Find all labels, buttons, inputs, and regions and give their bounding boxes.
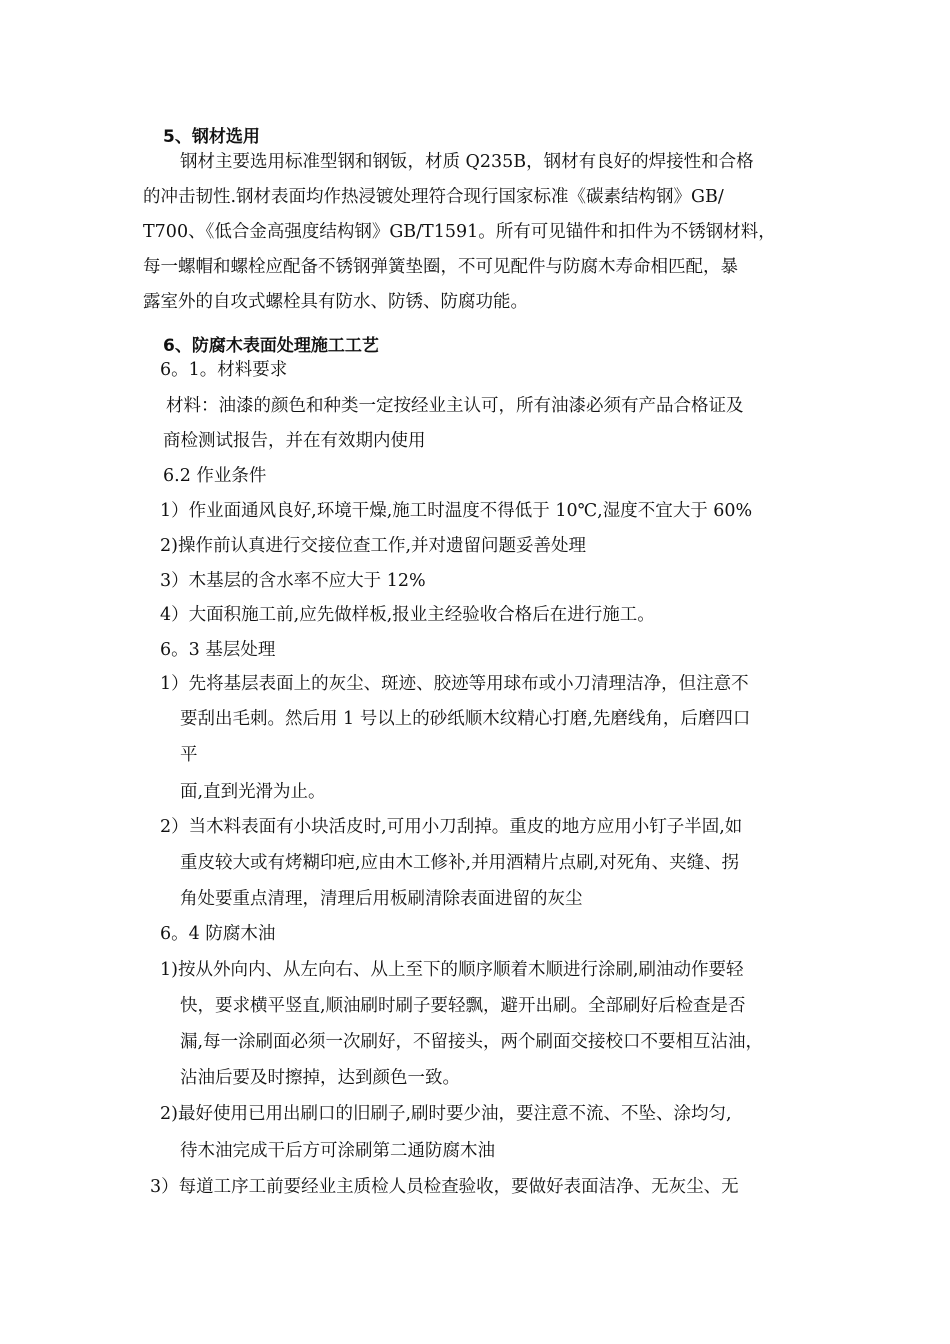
subsection-6-2-item-2: 2)操作前认真进行交接位查工作,并对遗留问题妥善处理: [160, 536, 587, 556]
subsection-6-4-line-1: 1)按从外向内、从左向右、从上至下的顺序顺着木顺进行涂刷,刷油动作要轻: [160, 960, 744, 980]
subsection-6-4-line-6: 待木油完成干后方可涂刷第二通防腐木油: [180, 1141, 495, 1161]
subsection-6-3-line-4: 面,直到光滑为止。: [180, 782, 326, 802]
section-6-heading: 6、防腐木表面处理施工工艺: [163, 336, 379, 356]
subsection-6-2-item-4: 4）大面积施工前,应先做样板,报业主经验收合格后在进行施工。: [160, 605, 655, 625]
subsection-6-2-item-3: 3）木基层的含水率不应大于 12%: [160, 571, 426, 591]
subsection-6-2-item-1: 1）作业面通风良好,环境干燥,施工时温度不得低于 10℃,湿度不宜大于 60%: [160, 501, 753, 521]
subsection-6-2-title: 6.2 作业条件: [163, 466, 267, 486]
subsection-6-3-line-2: 要刮出毛刺。然后用 1 号以上的砂纸顺木纹精心打磨,先磨线角，后磨四口: [180, 709, 751, 729]
subsection-6-3-line-7: 角处要重点清理，清理后用板刷清除表面进留的灰尘: [180, 889, 583, 909]
section-5-line-2: 的冲击韧性.钢材表面均作热浸镀处理符合现行国家标准《碳素结构钢》GB/: [143, 187, 724, 207]
section-5-heading: 5、钢材选用: [163, 127, 260, 147]
subsection-6-4-line-7: 3）每道工序工前要经业主质检人员检查验收，要做好表面洁净、无灰尘、无: [150, 1177, 739, 1197]
subsection-6-4-line-5: 2)最好使用已用出刷口的旧刷子,刷时要少油，要注意不流、不坠、涂均匀,: [160, 1104, 732, 1124]
subsection-6-3-line-3: 平: [180, 745, 198, 765]
subsection-6-1-line-1: 材料：油漆的颜色和种类一定按经业主认可，所有油漆必须有产品合格证及: [166, 396, 744, 416]
section-5-line-5: 露室外的自攻式螺栓具有防水、防锈、防腐功能。: [143, 292, 528, 312]
subsection-6-4-title: 6。4 防腐木油: [160, 924, 276, 944]
subsection-6-1-title: 6。1。材料要求: [160, 360, 288, 380]
subsection-6-3-title: 6。3 基层处理: [160, 640, 276, 660]
section-5-line-3: T700、《低合金高强度结构钢》GB/T1591。所有可见锚件和扣件为不锈钢材料，: [143, 222, 776, 242]
subsection-6-4-line-4: 沾油后要及时擦掉，达到颜色一致。: [180, 1068, 460, 1088]
subsection-6-3-line-1: 1）先将基层表面上的灰尘、斑迹、胶迹等用球布或小刀清理洁净，但注意不: [160, 674, 749, 694]
subsection-6-1-line-2: 商检测试报告，并在有效期内使用: [163, 431, 426, 451]
section-5-line-1: 钢材主要选用标准型钢和钢钣，材质 Q235B，钢材有良好的焊接性和合格: [180, 152, 754, 172]
subsection-6-4-line-2: 快，要求横平竖直,顺油刷时刷子要轻飘，避开出刷。全部刷好后检查是否: [180, 996, 746, 1016]
subsection-6-3-line-6: 重皮较大或有烤糊印疤,应由木工修补,并用酒精片点刷,对死角、夹缝、拐: [180, 853, 740, 873]
subsection-6-4-line-3: 漏,每一涂刷面必须一次刷好，不留接头，两个刷面交接校口不要相互沾油，: [180, 1032, 764, 1052]
subsection-6-3-line-5: 2）当木料表面有小块活皮时,可用小刀刮掉。重皮的地方应用小钉子半固,如: [160, 817, 743, 837]
section-5-line-4: 每一螺帽和螺栓应配备不锈钢弹簧垫圈，不可见配件与防腐木寿命相匹配，暴: [143, 257, 738, 277]
